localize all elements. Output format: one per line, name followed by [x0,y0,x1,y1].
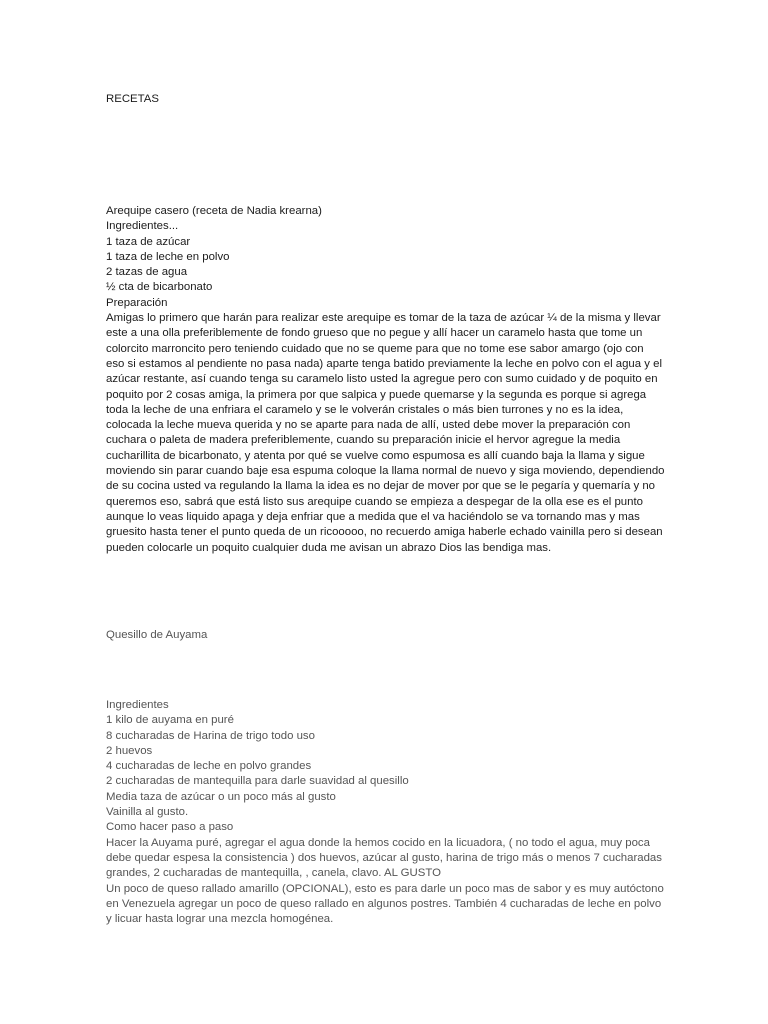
recipe-line: 2 huevos [106,744,153,757]
recipe-quesillo-title [106,628,676,643]
recipe-line: toda la leche de una enfriara el caramelo y se le volverán cristales o más bien turrones y no es la idea, [106,403,624,416]
recipe-line: azúcar restante, así cuando tenga su caramelo listo usted la agregue pero con sumo cuidado y de poquito en [106,373,658,386]
recipe-line: Media taza de azúcar o un poco más al gusto [106,790,336,803]
recipe-line: 1 kilo de auyama en puré [106,714,234,727]
recipe-line: Un poco de queso rallado amarillo (OPCIONAL), esto es para darle un poco mas de sabor y es muy autóctono [106,882,664,895]
recipe-line: Preparación [106,296,168,309]
recipe-line: y licuar hasta lograr una mezcla homogénea. [106,913,334,926]
recipe-line: 2 cucharadas de mantequilla para darle suavidad al quesillo [106,775,409,788]
document-title [106,92,676,107]
recipe-title-text: Quesillo de Auyama [106,629,208,641]
recipe-line: en Venezuela agregar un poco de queso rallado en algunos postres. También 4 cucharadas de leche en polvo [106,897,662,910]
recipe-line: poquito por 2 cosas amiga, la primera por que salpica y puede quemarse y la segunda es porque si agrega [106,388,647,401]
recipe-line: 2 tazas de agua [106,266,188,279]
recipe-line: colocada la leche mueva querida y no se aparte para nada de allí, usted debe mover la preparación con [106,419,631,432]
document-title-text: RECETAS [106,93,159,105]
recipe-line: pueden colocarle un poquito cualquier duda me avisan un abrazo Dios las bendiga mas. [106,541,552,554]
recipe-line: 1 taza de leche en polvo [106,250,230,263]
recipe-line: colorcito marroncito pero teniendo cuidado que no se queme para que no tome ese sabor amargo (ojo con [106,342,644,355]
recipe-line: Ingredientes... [106,220,179,233]
recipe-line: Arequipe casero (receta de Nadia krearna) [106,205,322,217]
recipe-line: gruesito hasta tener el punto queda de un ricooooo, no recuerdo amiga haberle echado vainilla pero si desean [106,526,663,539]
recipe-line: debe quedar espesa la consistencia ) dos huevos, azúcar al gusto, harina de trigo más o menos 7 cucharadas [106,851,662,864]
recipe-line: Hacer la Auyama puré, agregar el agua donde la hemos cocido en la licuadora, ( no todo el agua, muy poca [106,836,650,849]
recipe-line: cuchara o paleta de madera preferiblemente, cuando su preparación inicie el hervor agregue la media [106,434,621,447]
recipe-line: queremos eso, sabrá que está listo sus arequipe cuando se empieza a despegar de la olla ese es el punto [106,495,643,508]
recipe-line: 8 cucharadas de Harina de trigo todo uso [106,729,315,742]
recipe-line: Como hacer paso a paso [106,821,234,834]
recipe-line: este a una olla preferiblemente de fondo grueso que no pegue y allí hacer un caramelo hasta que tome un [106,327,643,340]
recipe-line: grandes, 2 cucharadas de mantequilla, , canela, clavo. AL GUSTO [106,867,441,880]
recipe-line: eso si estamos al pendiente no pasa nada) aparte tenga batido previamente la leche en polvo con el agua y el [106,357,662,370]
recipe-line: 4 cucharadas de leche en polvo grandes [106,760,312,773]
recipe-line: de su cocina usted va regulando la llama la idea es no dejar de mover por que se le pegaría y quemaría y no [106,480,655,493]
recipe-line: Ingredientes [106,699,169,711]
recipe-quesillo-section [106,698,676,927]
recipe-line: ½ cta de bicarbonato [106,281,213,294]
recipe-line: Amigas lo primero que harán para realizar este arequipe es tomar de la taza de azúcar ¼ de la misma y llevar [106,312,661,325]
recipe-arequipe-section [106,204,676,556]
recipe-line: moviendo sin parar cuando baje esa espuma coloque la llama normal de nuevo y siga moviendo, dependiendo [106,465,665,478]
recipe-line: cucharillita de bicarbonato, y atenta por qué se vuelve como espumosa es allí cuando baja la llama y sigue [106,449,645,462]
recipe-line: Vainilla al gusto. [106,806,189,819]
recipe-line: aunque lo veas liquido apaga y deja enfriar que a medida que el va haciéndolo se va tornando mas y mas [106,510,640,523]
recipe-line: 1 taza de azúcar [106,235,191,248]
